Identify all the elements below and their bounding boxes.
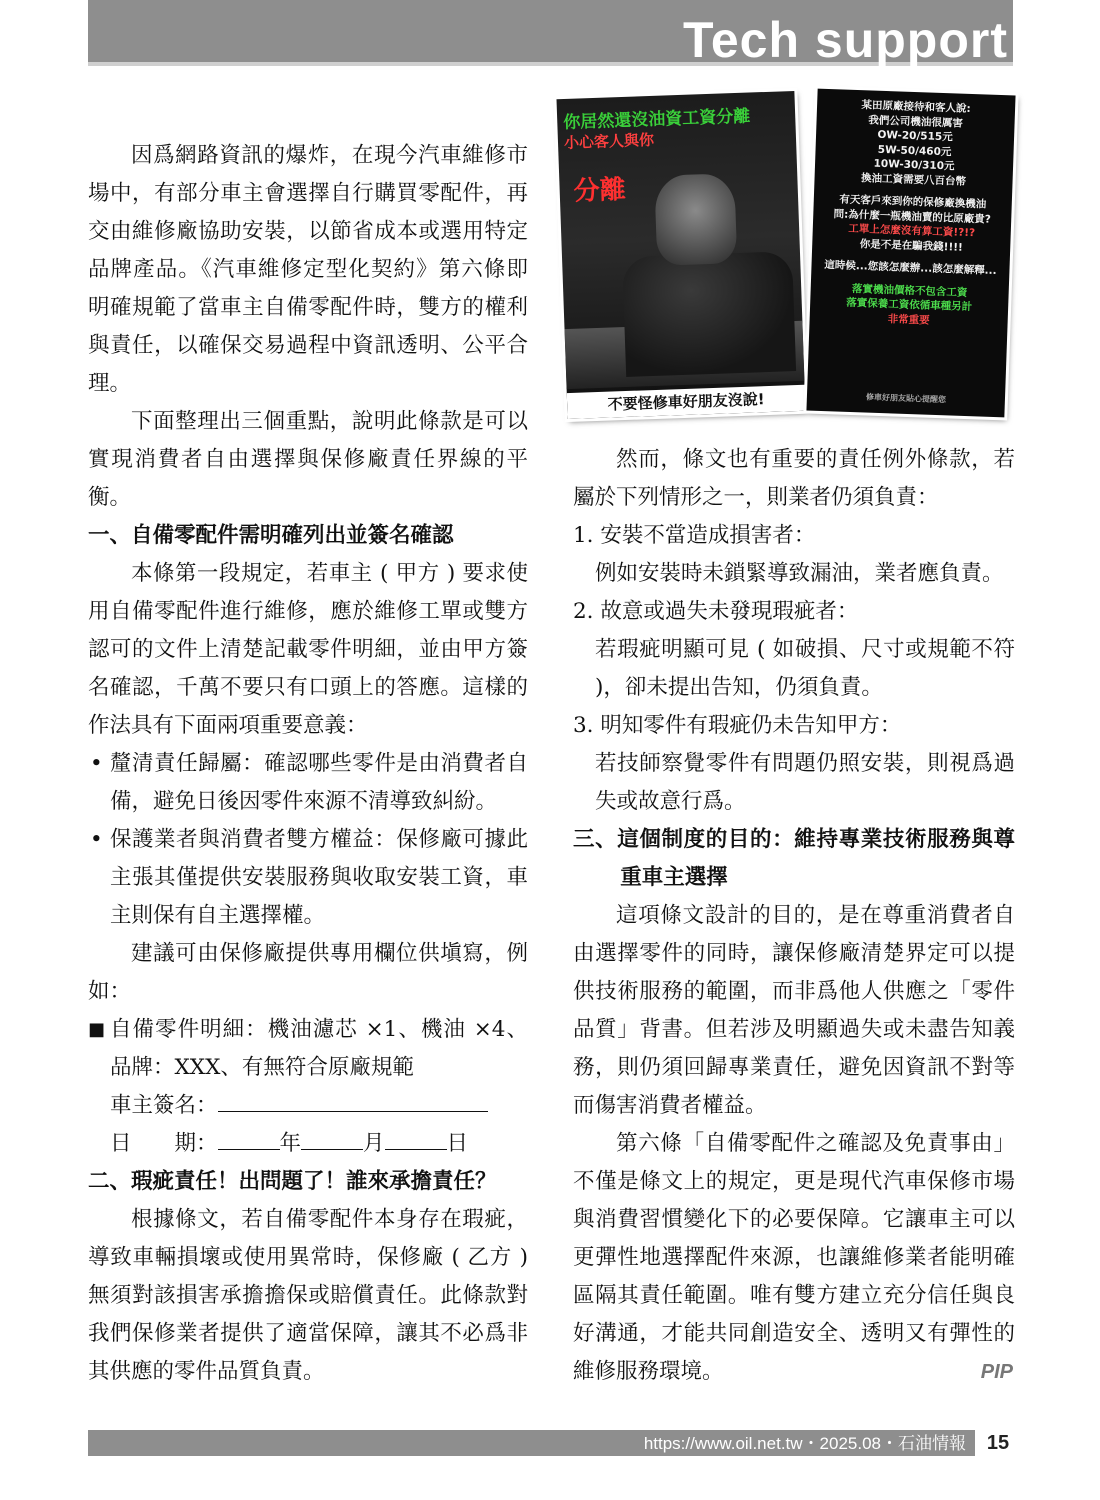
poster-line: 有天客戶來到你的保修廠換機油 bbox=[839, 193, 987, 211]
intro-paragraph-2: 下面整理出三個重點，說明此條款是可以實現消費者自由選擇與保修廠責任界線的平衡。 bbox=[88, 409, 528, 510]
owner-signature-label: 車主簽名： bbox=[110, 1093, 218, 1118]
conclusion-text: 第六條「自備零配件之確認及免責事由」不僅是條文上的規定，更是現代汽車保修市場與消費習慣變化下的必要保障。它讓車主可以更彈性地選擇配件來源，也讓維修業者能明確區隔其責任範圍。唯有雙方建立充分信任與良好溝通，才能共同創造安全、透明又有彈性的維修服務環境。 bbox=[573, 1131, 1015, 1384]
exception-intro: 然而，條文也有重要的責任例外條款，若屬於下列情形之一，則業者仍須負責： bbox=[573, 447, 1015, 510]
mechanic-head-illustration bbox=[654, 173, 737, 266]
signature-blank bbox=[218, 1087, 488, 1112]
form-parts-text: 自備零件明細：機油濾芯 ×1、機油 ×4、品牌：XXX、有無符合原廠規範 bbox=[110, 1017, 528, 1080]
poster-subline: 小心客人與你 bbox=[563, 130, 655, 153]
poster-image-text bbox=[806, 89, 1015, 418]
section-1-heading: 一、自備零配件需明確列出並簽名確認 bbox=[88, 523, 454, 548]
bullet-item bbox=[88, 821, 528, 935]
poster-line: 10W-30/310元 bbox=[873, 157, 955, 173]
day-label: 日 bbox=[446, 1131, 469, 1156]
exception-title: 1. 安裝不當造成損害者： bbox=[573, 523, 816, 548]
poster-text-block-4 bbox=[809, 280, 1008, 330]
poster-line: 落實保養工資依循車種另計 bbox=[846, 296, 973, 314]
month-blank bbox=[301, 1125, 363, 1150]
exception-title: 3. 明知零件有瑕疵仍未告知甲方： bbox=[573, 713, 902, 738]
poster-footer: 修車好朋友貼心提醒您 bbox=[865, 392, 947, 404]
exception-title: 2. 故意或過失未發現瑕疵者： bbox=[573, 599, 859, 624]
mechanic-body-illustration bbox=[622, 251, 796, 377]
suggestion-paragraph: 建議可由保修廠提供專用欄位供塡寫，例如： bbox=[88, 941, 528, 1004]
form-parts-line bbox=[88, 1011, 528, 1087]
form-owner-signature bbox=[88, 1087, 528, 1125]
section-1-body: 本條第一段規定，若車主 ( 甲方 ) 要求使用自備零配件進行維修，應於維修工單或雙方認可的文件上清楚記載零件明細，並由甲方簽名確認，千萬不要只有口頭上的答應。這樣的作法具有下面兩項重要意義： bbox=[88, 561, 528, 738]
poster-line: 你是不是在騙我錢!!!! bbox=[859, 237, 964, 254]
poster-image-mechanic bbox=[556, 91, 805, 419]
bullet-dot-icon: • bbox=[90, 751, 103, 776]
section-3-heading: 三、這個制度的目的：維持專業技術服務與尊重車主選擇 bbox=[573, 827, 1015, 890]
exception-item bbox=[573, 593, 1015, 707]
poster-text-block-2 bbox=[812, 192, 1012, 257]
year-blank bbox=[218, 1125, 280, 1150]
section-3-body: 這項條文設計的目的，是在尊重消費者自由選擇零件的同時，讓保修廠清楚界定可以提供技術服務的範圍，而非爲他人供應之「零件品質」背書。但若涉及明顯過失或未盡告知義務，則仍須回歸專業責任，避免因資訊不對等而傷害消費者權益。 bbox=[573, 903, 1015, 1118]
bullet-item bbox=[88, 745, 528, 821]
exception-item bbox=[573, 707, 1015, 821]
right-column bbox=[573, 441, 1015, 1391]
exception-body: 若瑕疵明顯可見 ( 如破損、尺寸或規範不符 )，卻未提出告知，仍須負責。 bbox=[595, 637, 1015, 700]
poster-line: 這時候...您該怎麼辦...該怎麼解釋... bbox=[824, 258, 997, 277]
bullet-dot-icon: • bbox=[90, 827, 103, 852]
poster-headline-block bbox=[563, 105, 790, 153]
poster-line: 非常重要 bbox=[887, 312, 930, 327]
poster-headline: 你居然還沒油資工資分離 bbox=[562, 106, 751, 134]
poster-line: 換油工資需要八百台幣 bbox=[860, 171, 967, 188]
poster-line: 工單上怎麼沒有算工資!?!? bbox=[848, 222, 976, 240]
poster-line: 問:為什麼一瓶機油賣的比原廠貴? bbox=[833, 207, 992, 226]
poster-text-block-1 bbox=[814, 97, 1015, 191]
exception-body: 若技師察覺零件有問題仍照安裝，則視爲過失或故意行爲。 bbox=[595, 751, 1015, 814]
poster-text-block-3 bbox=[811, 258, 1009, 279]
year-label: 年 bbox=[279, 1131, 302, 1156]
poster-line: 我們公司機油很厲害 bbox=[868, 113, 964, 130]
bullet-text: 釐清責任歸屬：確認哪些零件是由消費者自備，避免日後因零件來源不清導致糾紛。 bbox=[110, 751, 528, 814]
exception-body: 例如安裝時未鎖緊導致漏油，業者應負責。 bbox=[595, 561, 1004, 586]
conclusion-paragraph bbox=[573, 1125, 1015, 1391]
page-number: 15 bbox=[986, 1432, 1010, 1454]
intro-paragraph: 因爲網路資訊的爆炸，在現今汽車維修市場中，有部分車主會選擇自行購買零配件，再交由維修廠協助安裝，以節省成本或選用特定品牌產品。《汽車維修定型化契約》第六條即明確規範了當車主自備零配件時，雙方的權利與責任，以確保交易過程中資訊透明、公平合理。 bbox=[88, 143, 528, 396]
exception-item bbox=[573, 517, 1015, 593]
date-label: 日 期： bbox=[110, 1131, 218, 1156]
poster-caption: 不要怪修車好朋友沒說! bbox=[567, 385, 806, 419]
footer-url-date: https://www.oil.net.tw・2025.08・石油情報 bbox=[643, 1434, 966, 1453]
section-2-heading: 二、瑕疵責任！出問題了！誰來承擔責任？ bbox=[88, 1169, 497, 1194]
poster-big-word: 分離 bbox=[573, 174, 627, 207]
poster-line: 落實機油價格不包含工資 bbox=[851, 282, 968, 299]
section-title: Tech support bbox=[683, 12, 1008, 68]
square-bullet-icon: ■ bbox=[88, 1019, 106, 1040]
day-blank bbox=[385, 1125, 447, 1150]
poster-line: 5W-50/460元 bbox=[877, 143, 952, 158]
signoff-mark: PIP bbox=[980, 1361, 1013, 1383]
poster-line: 某田原廠接待和客人說: bbox=[861, 99, 971, 115]
month-label: 月 bbox=[363, 1131, 385, 1156]
poster-line: OW-20/515元 bbox=[877, 128, 953, 144]
section-2-body: 根據條文，若自備零配件本身存在瑕疵，導致車輛損壞或使用異常時，保修廠 ( 乙方 ) 無須對該損害承擔擔保或賠償責任。此條款對我們保修業者提供了適當保障，讓其不必爲非其供應的零件品質負責。 bbox=[88, 1207, 528, 1384]
form-date bbox=[88, 1125, 528, 1163]
bullet-text: 保護業者與消費者雙方權益：保修廠可據此主張其僅提供安裝服務與收取安裝工資，車主則保有自主選擇權。 bbox=[110, 827, 528, 928]
left-column bbox=[88, 137, 528, 1391]
